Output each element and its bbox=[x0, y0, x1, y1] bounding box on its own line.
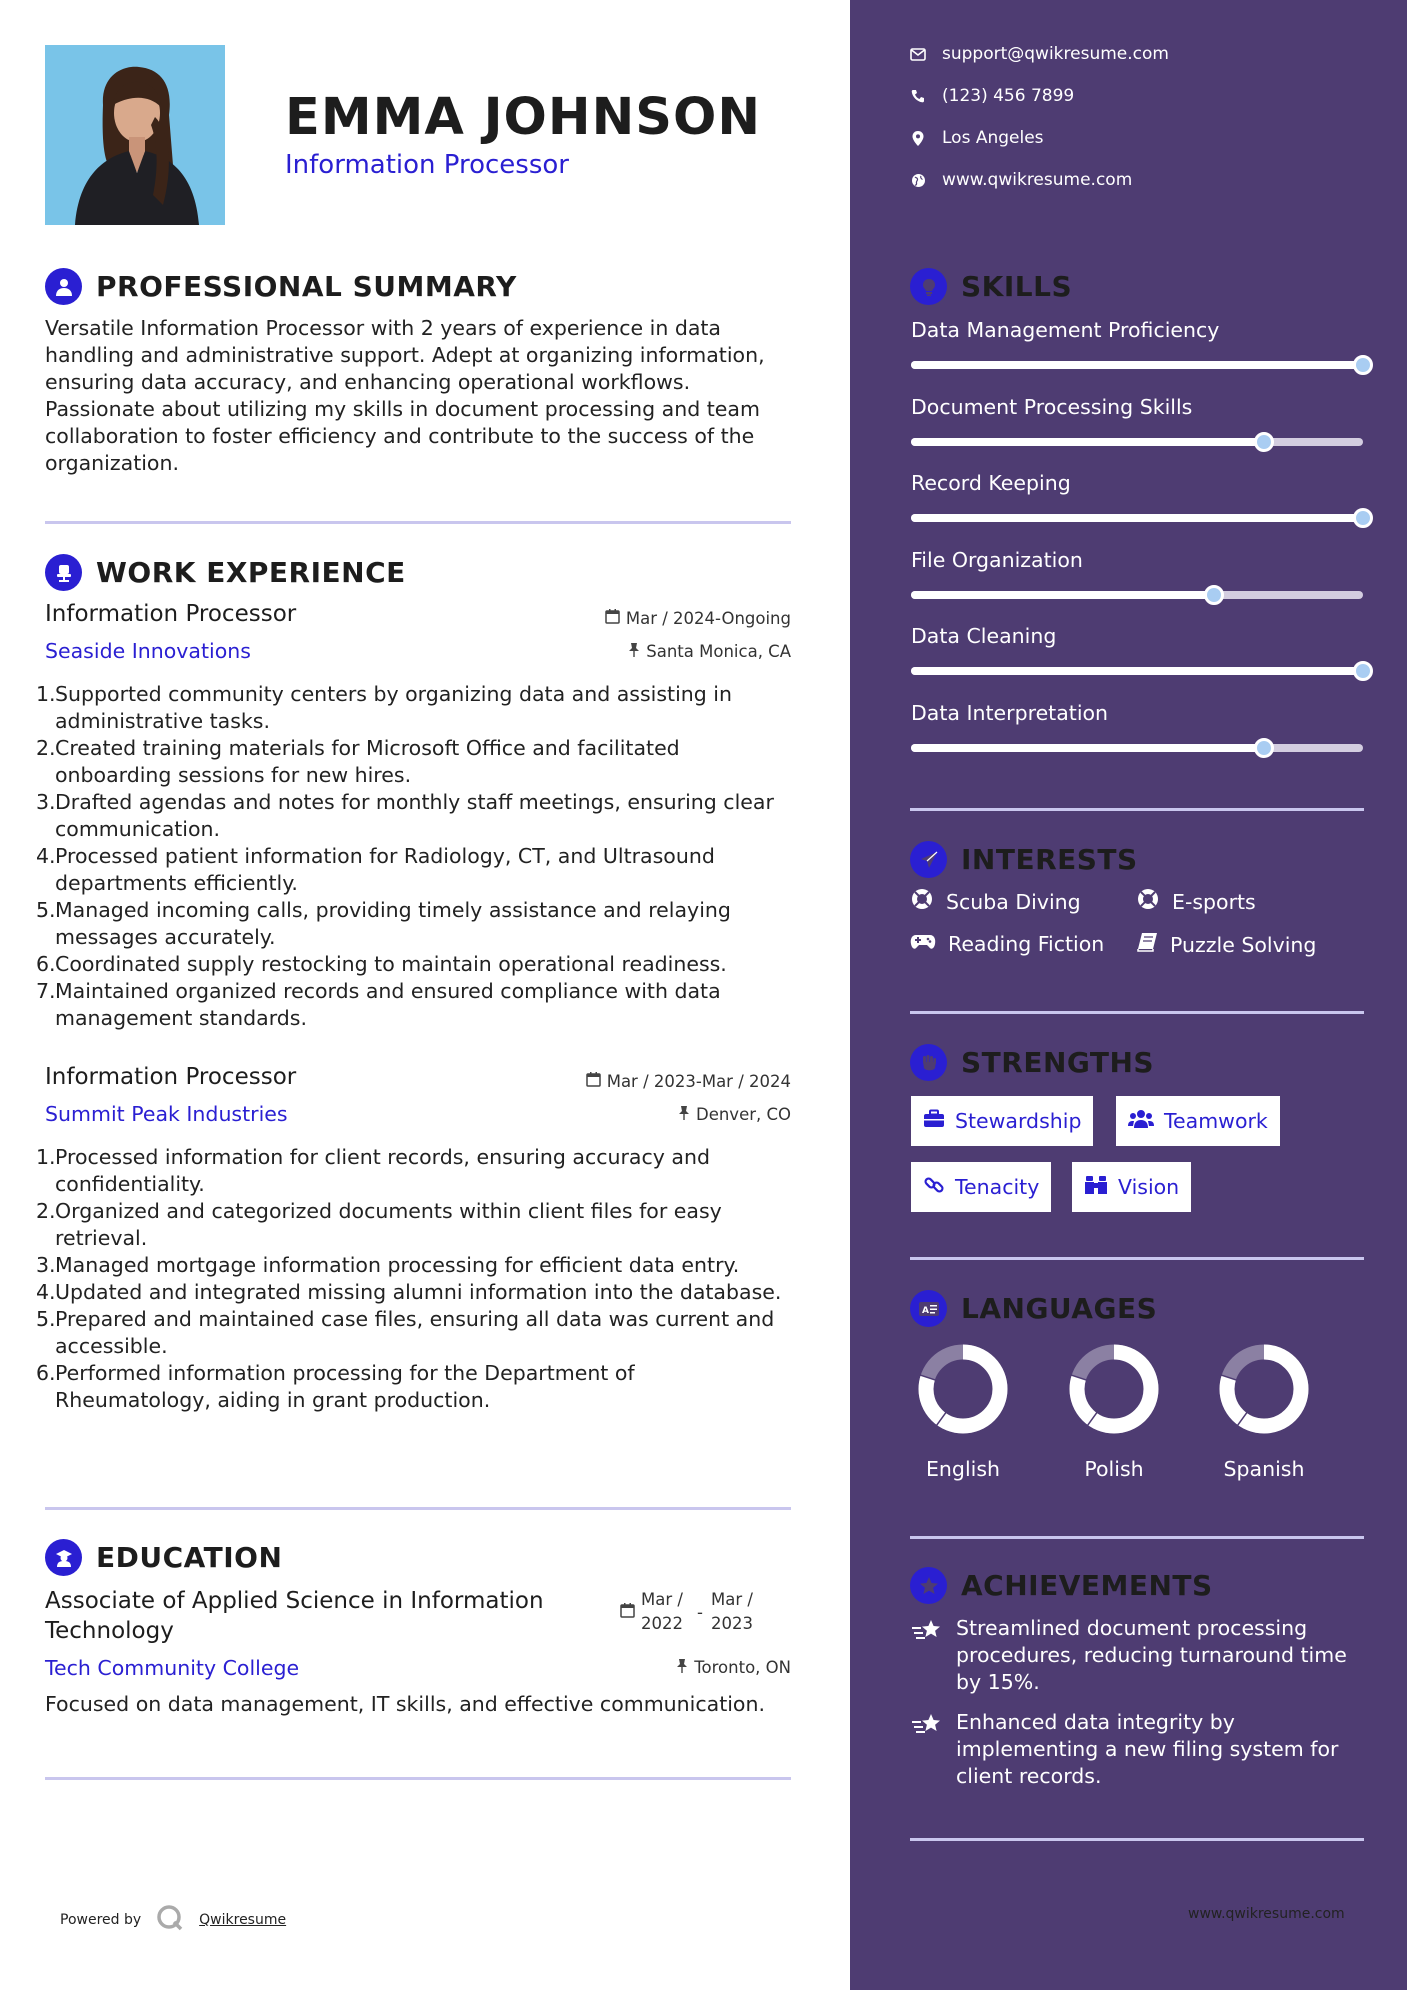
list-item: 6. Coordinated supply restocking to maintain operational readiness. bbox=[36, 952, 727, 976]
achievement-text: Enhanced data integrity by implementing a new filing system for client records. bbox=[956, 1710, 1339, 1788]
list-item: 2. Created training materials for Microsoft Office and facilitated onboarding sessions for new hires. bbox=[36, 736, 680, 787]
divider bbox=[910, 808, 1364, 811]
strength-chip bbox=[1116, 1096, 1280, 1146]
job-bullets bbox=[36, 1144, 796, 1414]
experience-title: WORK EXPERIENCE bbox=[96, 556, 406, 589]
summary-header bbox=[45, 268, 517, 305]
interest-label: E-sports bbox=[1172, 889, 1256, 914]
contact-website-text: www.qwikresume.com bbox=[942, 170, 1133, 190]
skill-bar-knob bbox=[1254, 432, 1274, 452]
contact-website[interactable] bbox=[910, 170, 1132, 190]
skill-bar-fill bbox=[911, 667, 1363, 675]
shooting-star-icon bbox=[910, 1615, 944, 1696]
phone-icon bbox=[910, 88, 926, 104]
languages-title: LANGUAGES bbox=[961, 1292, 1158, 1325]
calendar-icon bbox=[605, 609, 620, 628]
divider bbox=[910, 1536, 1364, 1539]
skill-bar bbox=[911, 744, 1363, 752]
interest-item bbox=[910, 887, 1081, 916]
calendar-icon bbox=[620, 1603, 635, 1622]
language-ring bbox=[1214, 1339, 1314, 1439]
skill-name: Data Cleaning bbox=[911, 624, 1057, 648]
skill-bar bbox=[911, 667, 1363, 675]
calendar-icon bbox=[586, 1072, 601, 1091]
skills-header bbox=[910, 268, 1072, 305]
list-item: 1. Processed information for client records, ensuring accuracy and confidentiality. bbox=[36, 1145, 710, 1196]
job-location bbox=[678, 1105, 791, 1124]
job-dates-text: Mar / 2023-Mar / 2024 bbox=[606, 1072, 791, 1091]
education-dates: Mar / 2022 - Mar / 2023 bbox=[620, 1588, 759, 1636]
education-title: EDUCATION bbox=[96, 1541, 283, 1574]
briefcase-icon bbox=[923, 1109, 945, 1134]
achievement-text: Streamlined document processing procedures, reducing turnaround time by 15%. bbox=[956, 1616, 1347, 1694]
strengths-header bbox=[910, 1044, 1154, 1081]
job-company: Seaside Innovations bbox=[45, 639, 251, 663]
pin-icon bbox=[676, 1658, 688, 1677]
interests-header bbox=[910, 841, 1138, 878]
strength-label: Vision bbox=[1118, 1175, 1180, 1199]
star-badge-icon bbox=[910, 1567, 947, 1604]
contact-location-text: Los Angeles bbox=[942, 128, 1044, 148]
shooting-star-icon bbox=[910, 1709, 944, 1790]
language-ring bbox=[913, 1339, 1013, 1439]
skill-bar-knob bbox=[1353, 355, 1373, 375]
contact-email-text: support@qwikresume.com bbox=[942, 44, 1169, 64]
skill-bar bbox=[911, 514, 1363, 522]
list-item: 6. Performed information processing for the Department of Rheumatology, aiding in grant production. bbox=[36, 1361, 635, 1412]
strength-label: Teamwork bbox=[1164, 1109, 1268, 1133]
job-location bbox=[628, 642, 791, 661]
divider bbox=[910, 1011, 1364, 1014]
contact-phone-text: (123) 456 7899 bbox=[942, 86, 1075, 106]
chair-icon bbox=[45, 554, 82, 591]
life-ring-icon bbox=[1136, 887, 1160, 916]
divider bbox=[45, 1507, 791, 1510]
skill-bar-knob bbox=[1254, 738, 1274, 758]
education-location bbox=[676, 1658, 791, 1677]
skill-bar bbox=[911, 591, 1363, 599]
skills-title: SKILLS bbox=[961, 270, 1073, 303]
summary-title: PROFESSIONAL SUMMARY bbox=[96, 270, 517, 303]
achievements-header bbox=[910, 1567, 1213, 1604]
school-name: Tech Community College bbox=[45, 1656, 300, 1680]
skill-bar-fill bbox=[911, 744, 1264, 752]
envelope-icon bbox=[910, 46, 926, 62]
interest-label: Puzzle Solving bbox=[1170, 932, 1317, 957]
candidate-name: EMMA JOHNSON bbox=[285, 88, 762, 147]
divider bbox=[910, 1838, 1364, 1841]
contact-email[interactable] bbox=[910, 44, 1169, 64]
strength-chip bbox=[1072, 1162, 1191, 1212]
language-icon bbox=[910, 1290, 947, 1327]
interests-title: INTERESTS bbox=[961, 843, 1138, 876]
interest-item bbox=[910, 932, 1104, 956]
paper-plane-icon bbox=[910, 841, 947, 878]
strength-label: Tenacity bbox=[955, 1175, 1040, 1199]
list-item: 3. Drafted agendas and notes for monthly staff meetings, ensuring clear communication. bbox=[36, 790, 774, 841]
list-item: 3. Managed mortgage information processing for efficient data entry. bbox=[36, 1253, 740, 1277]
skill-name: File Organization bbox=[911, 547, 1083, 572]
job-title: Information Processor bbox=[45, 601, 297, 627]
skill-name: Document Processing Skills bbox=[911, 394, 1193, 419]
link-icon bbox=[923, 1174, 945, 1201]
book-icon bbox=[1136, 932, 1158, 957]
skill-bar-knob bbox=[1204, 585, 1224, 605]
strength-label: Stewardship bbox=[955, 1109, 1082, 1133]
skill-bar-knob bbox=[1353, 661, 1373, 681]
divider bbox=[45, 1777, 791, 1780]
interest-label: Reading Fiction bbox=[948, 932, 1105, 956]
education-start: Mar / 2022 bbox=[641, 1590, 683, 1633]
summary-text: Versatile Information Processor with 2 years of experience in data handling and administrative support. Adept at organizing information, ensuring data accuracy, and enhancing operational workflows. Passionate about utilizing my skills in document processing and team collaboration to foster efficiency and contribute to the success of the organization. bbox=[45, 316, 765, 475]
fist-icon bbox=[910, 1044, 947, 1081]
languages-header bbox=[910, 1290, 1157, 1327]
interest-item bbox=[1136, 932, 1316, 957]
profile-photo bbox=[45, 45, 225, 225]
education-header bbox=[45, 1539, 282, 1576]
qwikresume-logo-icon bbox=[155, 1903, 185, 1937]
skill-bar-fill bbox=[911, 438, 1264, 446]
gamepad-icon bbox=[910, 932, 936, 956]
job-dates-text: Mar / 2024-Ongoing bbox=[625, 609, 791, 628]
experience-header bbox=[45, 554, 406, 591]
job-dates bbox=[586, 1072, 791, 1091]
powered-by-brand[interactable]: Qwikresume bbox=[199, 1912, 287, 1928]
job-bullets bbox=[36, 681, 796, 1032]
life-ring-icon bbox=[910, 887, 934, 916]
achievements-title: ACHIEVEMENTS bbox=[961, 1569, 1213, 1602]
users-icon bbox=[1128, 1109, 1154, 1134]
job-location-text: Santa Monica, CA bbox=[646, 642, 791, 661]
skill-bar-fill bbox=[911, 591, 1214, 599]
contact-location bbox=[910, 128, 1044, 148]
divider bbox=[910, 1257, 1364, 1260]
map-marker-icon bbox=[910, 130, 926, 146]
degree-title: Associate of Applied Science in Information Technology bbox=[45, 1588, 544, 1644]
language-name: Polish bbox=[1084, 1457, 1144, 1481]
binoculars-icon bbox=[1084, 1174, 1108, 1201]
strengths-title: STRENGTHS bbox=[961, 1046, 1155, 1079]
achievement-item bbox=[910, 1615, 1370, 1696]
contact-phone[interactable] bbox=[910, 86, 1074, 106]
job-dates bbox=[605, 609, 791, 628]
lightbulb-icon bbox=[910, 268, 947, 305]
education-end: Mar / 2023 bbox=[710, 1590, 753, 1633]
list-item: 5. Managed incoming calls, providing timely assistance and relaying messages accurately. bbox=[36, 898, 731, 949]
education-location-text: Toronto, ON bbox=[694, 1658, 791, 1677]
education-description: Focused on data management, IT skills, and effective communication. bbox=[45, 1692, 765, 1716]
interest-item bbox=[1136, 887, 1256, 916]
globe-icon bbox=[910, 172, 926, 188]
divider bbox=[45, 521, 791, 524]
user-icon bbox=[45, 268, 82, 305]
skill-bar bbox=[911, 361, 1363, 369]
skill-bar-knob bbox=[1353, 508, 1373, 528]
powered-by bbox=[60, 1903, 286, 1937]
pin-icon bbox=[678, 1105, 690, 1124]
interest-label: Scuba Diving bbox=[946, 889, 1081, 914]
job-location-text: Denver, CO bbox=[695, 1105, 791, 1124]
job-company: Summit Peak Industries bbox=[45, 1102, 288, 1126]
achievement-item bbox=[910, 1709, 1370, 1790]
graduate-icon bbox=[45, 1539, 82, 1576]
skill-bar bbox=[911, 438, 1363, 446]
list-item: 2. Organized and categorized documents within client files for easy retrieval. bbox=[36, 1199, 722, 1250]
job-title: Information Processor bbox=[45, 1064, 297, 1090]
list-item: 4. Processed patient information for Radiology, CT, and Ultrasound departments efficiently. bbox=[36, 844, 715, 895]
candidate-role: Information Processor bbox=[285, 150, 569, 180]
list-item: 7. Maintained organized records and ensured compliance with data management standards. bbox=[36, 979, 721, 1030]
skill-name: Record Keeping bbox=[911, 471, 1071, 495]
skill-name: Data Management Proficiency bbox=[911, 318, 1220, 342]
strength-chip bbox=[911, 1096, 1093, 1146]
powered-by-label: Powered by bbox=[60, 1912, 142, 1928]
strength-chip bbox=[911, 1162, 1051, 1212]
language-name: Spanish bbox=[1223, 1457, 1305, 1481]
language-ring bbox=[1064, 1339, 1164, 1439]
list-item: 4. Updated and integrated missing alumni information into the database. bbox=[36, 1280, 782, 1304]
pin-icon bbox=[628, 642, 640, 661]
svg-text:A: A bbox=[921, 1305, 929, 1316]
skill-bar-fill bbox=[911, 361, 1363, 369]
language-name: English bbox=[925, 1457, 1001, 1481]
footer-website[interactable]: www.qwikresume.com bbox=[1188, 1906, 1345, 1922]
skill-name: Data Interpretation bbox=[911, 700, 1109, 725]
list-item: 5. Prepared and maintained case files, ensuring all data was current and accessible. bbox=[36, 1307, 775, 1358]
skill-bar-fill bbox=[911, 514, 1363, 522]
list-item: 1. Supported community centers by organizing data and assisting in administrative tasks. bbox=[36, 682, 732, 733]
